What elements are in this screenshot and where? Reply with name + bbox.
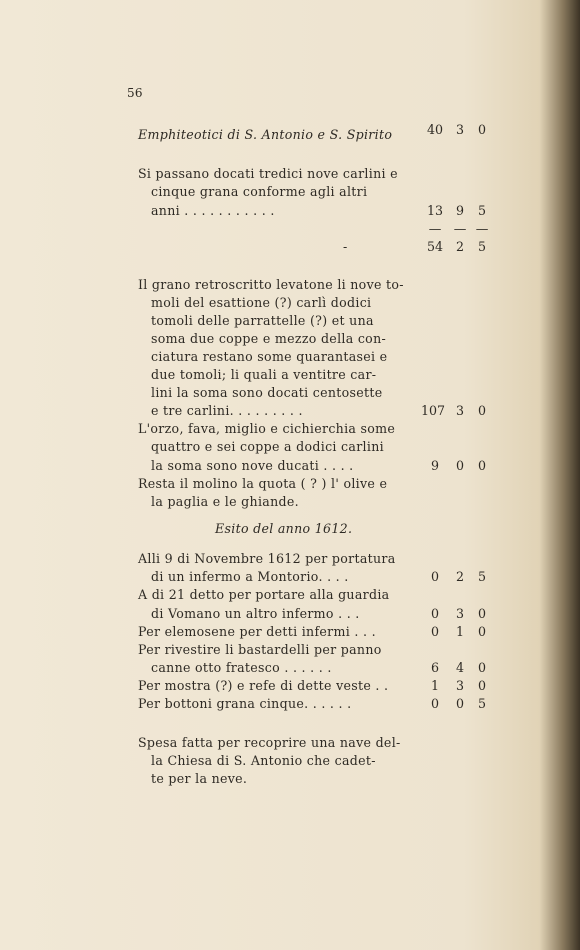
amount-carlini: 3 (455, 606, 464, 621)
text-line: Si passano docati tredici nove carlini e (138, 166, 398, 181)
amount-carlini: 3 (455, 403, 464, 418)
text-line: due tomoli; li quali a ventitre car- (151, 367, 377, 382)
amount-carlini: 3 (455, 122, 464, 137)
amount-grana: 5 (477, 696, 486, 711)
text-line: L'orzo, fava, miglio e cichierchia some (138, 421, 396, 436)
total-grana: 5 (477, 239, 486, 254)
entry-line: di Vomano un altro infermo . . . (151, 606, 360, 621)
amount-grana: 0 (477, 660, 486, 675)
sum-rule: — (428, 221, 442, 236)
entry-line: Per rivestire li bastardelli per panno (138, 642, 382, 657)
sum-rule: — (475, 221, 489, 236)
text-line: tomoli delle parrattelle (?) et una (151, 313, 374, 328)
amount-grana: 5 (477, 203, 486, 218)
text-line: anni . . . . . . . . . . . (151, 203, 275, 218)
amount-carlini: 1 (455, 624, 464, 639)
entry-line: Per elemosene per detti infermi . . . (138, 624, 376, 639)
amount-carlini: 0 (455, 696, 464, 711)
amount-carlini: 4 (455, 660, 464, 675)
text-line: moli del esattione (?) carlì dodici (151, 295, 372, 310)
sum-rule: — (453, 221, 467, 236)
amount-carlini: 9 (455, 203, 464, 218)
amount-ducats: 107 (420, 403, 446, 418)
total-mark: - (343, 239, 348, 254)
total-ducats: 54 (426, 239, 444, 254)
amount-ducats: 0 (430, 569, 439, 584)
text-line: Il grano retroscritto levatone li nove to- (138, 277, 404, 292)
text-line: la soma sono nove ducati . . . . (151, 458, 354, 473)
text-line: lini la soma sono docati centosette (151, 385, 383, 400)
amount-grana: 0 (477, 606, 486, 621)
entry-line: Per bottoni grana cinque. . . . . . (138, 696, 352, 711)
amount-grana: 5 (477, 569, 486, 584)
entry-line: A di 21 detto per portare alla guardia (138, 587, 390, 602)
amount-ducats: 13 (426, 203, 444, 218)
amount-carlini: 0 (455, 458, 464, 473)
amount-grana: 0 (477, 458, 486, 473)
entry-line: Per mostra (?) e refe di dette veste . . (138, 678, 389, 693)
amount-grana: 0 (477, 122, 486, 137)
text-line: la paglia e le ghiande. (151, 494, 299, 509)
entry-line: di un infermo a Montorio. . . . (151, 569, 349, 584)
amount-ducats: 1 (430, 678, 439, 693)
text-line: Spesa fatta per recoprire una nave del- (138, 735, 401, 750)
text-line: la Chiesa di S. Antonio che cadet- (151, 753, 376, 768)
text-line: cinque grana conforme agli altri (151, 184, 368, 199)
amount-carlini: 3 (455, 678, 464, 693)
text-line: Resta il molino la quota ( ? ) l' olive e (138, 476, 388, 491)
amount-grana: 0 (477, 624, 486, 639)
amount-carlini: 2 (455, 569, 464, 584)
text-line: te per la neve. (151, 771, 248, 786)
page-number: 56 (127, 86, 143, 100)
total-carlini: 2 (455, 239, 464, 254)
amount-grana: 0 (477, 678, 486, 693)
amount-ducats: 6 (430, 660, 439, 675)
heading: Emphiteotici di S. Antonio e S. Spirito (138, 127, 393, 142)
amount-ducats: 40 (426, 122, 444, 137)
amount-ducats: 0 (430, 606, 439, 621)
amount-ducats: 0 (430, 696, 439, 711)
entry-line: Alli 9 di Novembre 1612 per portatura (138, 551, 396, 566)
text-line: soma due coppe e mezzo della con- (151, 331, 387, 346)
section-title: Esito del anno 1612. (215, 521, 353, 536)
text-line: ciatura restano some quarantasei e (151, 349, 388, 364)
amount-grana: 0 (477, 403, 486, 418)
amount-ducats: 9 (430, 458, 439, 473)
text-line: e tre carlini. . . . . . . . . (151, 403, 303, 418)
amount-ducats: 0 (430, 624, 439, 639)
text-line: quattro e sei coppe a dodici carlini (151, 439, 384, 454)
entry-line: canne otto fratesco . . . . . . (151, 660, 332, 675)
